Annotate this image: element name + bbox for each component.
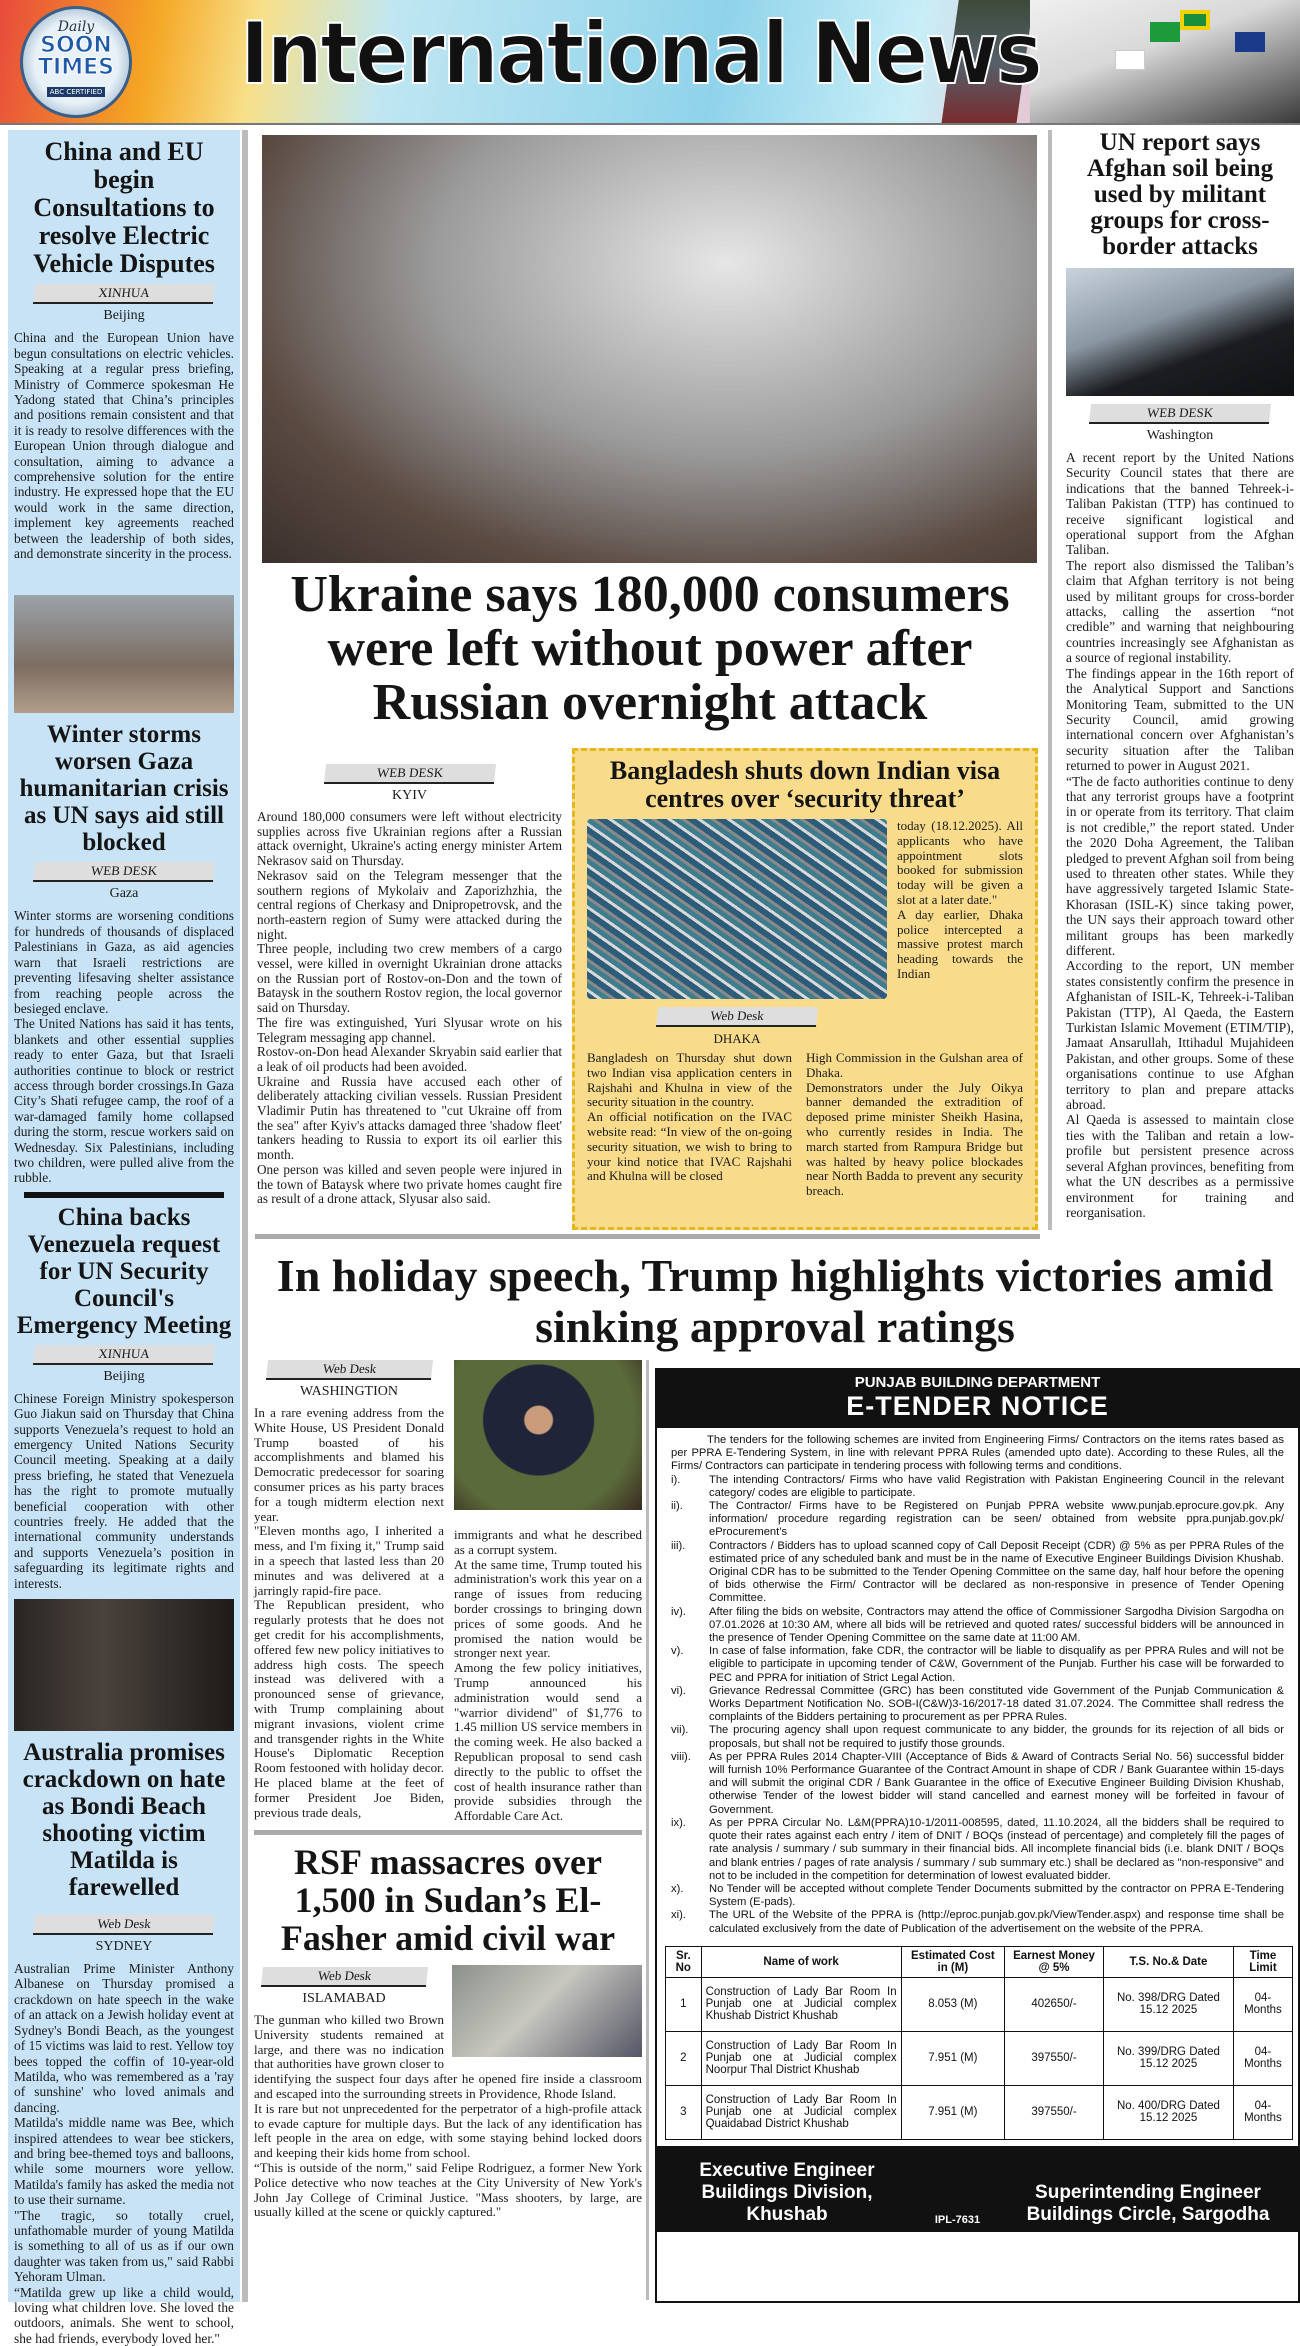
- logo-soon: SOON: [40, 33, 112, 58]
- condition-text: The procuring agency shall upon request communicate to any bidder, the grounds for its rejection of all bids or proposals, but shall not be required to justify those grounds.: [709, 1724, 1284, 1750]
- table-cell: 397550/-: [1005, 2085, 1104, 2139]
- table-cell: Construction of Lady Bar Room In Punjab one at Judicial complex Noorpur Thal District Khushab: [701, 2031, 901, 2085]
- tender-condition: [671, 1474, 1284, 1500]
- paragraph: Nekrasov said on the Telegram messenger that the southern regions of Mykolaiv and Zaporizhzhia, the central regions of Cherkasy and Dnipropetrovsk, and the north-eastern region of Sumy were attacked during the night.: [257, 867, 562, 942]
- paragraph: The fire was extinguished, Yuri Slyusar wrote on his Telegram messaging app channel.: [257, 1014, 562, 1045]
- paragraph: Chinese Foreign Ministry spokesperson Guo Jiakun said on Thursday that China supports Venezuela’s request to hold an emergency United Nations Security Council meeting. Speaking at a daily press briefing, he stated that Venezuela has the right to promote mutually beneficial cooperation with other countries freely. He added that the international community understands and supports Venezuela’s position in safeguarding its legitimate rights and interests.: [14, 1390, 234, 1591]
- flag-icon: [1235, 32, 1265, 52]
- column-header: T.S. No.& Date: [1103, 1946, 1233, 1977]
- table-row: [666, 1977, 1293, 2031]
- department: PUNJAB BUILDING DEPARTMENT: [854, 1374, 1101, 1391]
- tender-condition: [671, 1645, 1284, 1685]
- condition-text: The URL of the Website of the PPRA is (http://eproc.punjab.gov.pk/ViewTender.aspx) and response time shall be calculated exclusively from the date of Publication of the advertisement on the website of the PPRA.: [709, 1909, 1284, 1935]
- dateline: KYIV: [392, 788, 427, 803]
- dateline: DHAKA: [713, 1031, 761, 1046]
- paragraph: It is rare but not unprecedented for the perpetrator of a high-profile attack to evade capture for multiple days. But the lack of any identification has left people in the area on edge, with some staying behind locked doors and keeping their kids home from school.: [254, 2100, 642, 2161]
- masthead: [0, 0, 1300, 125]
- source-label: WEB DESK: [1089, 404, 1271, 424]
- article-trump: [254, 1360, 642, 1824]
- paragraph: Al Qaeda is assessed to maintain close ties with the Taliban and retain a low-profile but persistent presence across several Afghan provinces, benefiting from what the UN describes as a permissive environment for training and reorganisation.: [1066, 1112, 1294, 1220]
- column-header: Sr. No: [666, 1946, 702, 1977]
- photo-protest-crowd: [587, 819, 887, 999]
- column-header: Time Limit: [1233, 1946, 1292, 1977]
- table-cell: No. 399/DRG Dated 15.12 2025: [1103, 2031, 1233, 2085]
- article-gaza: [14, 721, 234, 1185]
- paragraph: Three people, including two crew members of a cargo vessel, were killed in overnight Ukrainian drone attacks on the Russian port of Rostov-on-Don and the town of Bataysk in the southern Rostov region, the local governor said on Thursday.: [257, 941, 562, 1016]
- paragraph: Among the few policy initiatives, Trump announced his administration would send a "warrior dividend" of $1,776 to 1.45 million US service members in the coming week. He also backed a Republican proposal to send cash directly to the public to offset the cost of health insurance rather than provide subsidies through the Affordable Care Act.: [454, 1660, 642, 1824]
- paragraph: Australian Prime Minister Anthony Albanese on Thursday promised a crackdown on hate speech in the wake of an attack on a Jewish holiday event at Sydney's Bondi Beach, as the youngest of 15 victims was laid to rest. Yellow toy bees topped the coffin of 10-year-old Matilda, who was remembered as a 'ray of sunshine' who loved animals and dancing.: [14, 1961, 234, 2115]
- paragraph: According to the report, UN member states consistently confirm the presence in Afghanistan of ISIL-K, Tehreek-i-Taliban Pakistan (TTP), Al Qaeda, the Eastern Turkistan Islamic Movement (ETIM/TIP), Jamaat Ansarullah, Ittihadul Mujahideen Pakistan, and other groups. Some of these organisations continue to use Afghan territory to plan and prepare attacks abroad.: [1066, 958, 1294, 1113]
- paragraph: Bangladesh on Thursday shut down two Indian visa application centers in Rajshahi and Khulna in view of the security situation in the country.: [587, 1050, 792, 1110]
- condition-number: iv).: [671, 1605, 686, 1618]
- ad-code: IPL-7631: [934, 2213, 981, 2226]
- column-divider: [1048, 130, 1052, 1230]
- headline: China backs Venezuela request for UN Security Council's Emergency Meeting: [16, 1203, 232, 1339]
- logo-times: TIMES: [38, 55, 114, 80]
- footer-superintending-engineer: Superintending Engineer Buildings Circle, Sargodha: [1026, 2181, 1270, 2225]
- lower-center-column: [254, 1360, 642, 2220]
- dateline: Gaza: [109, 886, 139, 902]
- article-bangladesh: [572, 748, 1038, 1230]
- paragraph: Winter storms are worsening conditions for hundreds of thousands of displaced Palestinians in Gaza, as aid agencies warn that Israeli restrictions are preventing lifesaving shelter assistance from reaching people across the besieged enclave.: [14, 908, 234, 1016]
- footer-executive-engineer: Executive Engineer Buildings Division, Khushab: [699, 2159, 875, 2225]
- table-cell: 2: [666, 2031, 702, 2085]
- paragraph: China and the European Union have begun consultations on electric vehicles. Speaking at a regular press briefing, Ministry of Commerce spokesman He Yadong stated that China’s principles and positions remain consistent and that it is ready to resolve differences with the European Union through dialogue and consultation, aiming to advance a comprehensive solution for the entire industry. He expressed hope that the EU would work in the same direction, implement key agreements reached between the leadership of both sides, and demonstrate sincerity in the process.: [14, 330, 234, 562]
- headline: RSF massacres over 1,500 in Sudan’s El-Fasher amid civil war: [280, 1841, 616, 1958]
- tender-condition: [671, 1500, 1284, 1540]
- headline: Winter storms worsen Gaza humanitarian crisis as UN says aid still blocked: [19, 721, 229, 857]
- photo-bondi-funeral: [14, 1599, 234, 1731]
- paragraph: The gunman who killed two Brown University students remained at large, and there was no indication that authorities have grown closer to identifying the suspect four days after he opened fire inside a classroom and escaped into the surrounding streets in Providence, Rhode Island.: [254, 2011, 642, 2101]
- tender-condition: [671, 1540, 1284, 1606]
- article-ukraine: [257, 758, 562, 1207]
- table-cell: 397550/-: [1005, 2031, 1104, 2085]
- article-china-eu: [14, 138, 234, 561]
- condition-text: Contractors / Bidders has to upload scanned copy of Call Deposit Receipt (CDR) @ 5% as per PPRA Rules of the estimated price of any scheduled bank and must be in the name of Executive Engineer Buildings Division Khushab. Original CDR has to be submitted to the Tender Opening Committee on the same day, half hour before the opening of bids otherwise the Firm/ Contractor will be declared as non-responsive in presence of Tender Opening Committee.: [709, 1539, 1284, 1605]
- tender-condition: [671, 1606, 1284, 1646]
- left-column: [8, 130, 240, 2346]
- condition-text: In case of false information, fake CDR, the contractor will be liable to disqualify as per PPRA Rules and will not be eligible to participate in upcoming tender of C&W, Government of the Punjab. Further his case will be forwarded to PEC and PPRA for initiation of Strict Legal Action.: [709, 1645, 1284, 1684]
- divider: [24, 1192, 224, 1198]
- divider: [255, 1234, 1040, 1239]
- source-label: WEB DESK: [33, 862, 215, 882]
- column-divider: [242, 130, 248, 2302]
- paragraph: The report also dismissed the Taliban’s claim that Afghan territory is not being used by militant groups for cross-border attacks, calling the assertion “not credible” and warning that neighbouring countries increasingly see Afghanistan as a source of regional instability.: [1066, 557, 1294, 666]
- condition-number: i).: [671, 1473, 681, 1486]
- table-cell: 7.951 (M): [901, 2031, 1004, 2085]
- column-header: Earnest Money @ 5%: [1005, 1946, 1104, 1977]
- photo-ukraine-building-fire: [262, 135, 1037, 563]
- paragraph: “Matilda grew up like a child would, loving what children love. She loved the outdoors, animals. She went to school, she had friends, everybody loved her.": [14, 2284, 234, 2346]
- table-cell: 402650/-: [1005, 1977, 1104, 2031]
- source-label: XINHUA: [33, 284, 215, 304]
- flags-crowd-photo: [1030, 0, 1300, 125]
- table-cell: 04-Months: [1233, 2085, 1292, 2139]
- source-label: Web Desk: [265, 1360, 432, 1380]
- table-cell: 1: [666, 1977, 702, 2031]
- paragraph: “The de facto authorities continue to deny that any terrorist groups have a footprint in or operate from its territory. That claim is not credible,” the report stated. Under the 2020 Doha Agreement, the Taliban pledged to prevent Afghan soil from being used to threaten other states. While they have aggressively targeted Islamic State-Khorasan (ISIL-K) since taking power, the UN says their approach toward other militant groups has been markedly different.: [1066, 773, 1294, 958]
- table-row: [666, 2085, 1293, 2139]
- headline: China and EU begin Consultations to resolve Electric Vehicle Disputes: [33, 137, 215, 279]
- table-cell: No. 400/DRG Dated 15.12 2025: [1103, 2085, 1233, 2139]
- article-china-venezuela: [14, 1204, 234, 1591]
- table-cell: 8.053 (M): [901, 1977, 1004, 2031]
- logo: [20, 6, 132, 118]
- source-label: Web Desk: [33, 1915, 215, 1935]
- table-cell: 7.951 (M): [901, 2085, 1004, 2139]
- column-header: Name of work: [701, 1946, 901, 1977]
- flag-icon: [1115, 50, 1145, 70]
- paragraph: In a rare evening address from the White House, US President Donald Trump boasted of his accomplishments and blamed his Democratic predecessor for soaring consumer prices as his party braces for a tough midterm election next year.: [254, 1405, 444, 1524]
- tender-condition: [671, 1685, 1284, 1725]
- flag-icon: [1150, 22, 1180, 42]
- source-label: WEB DESK: [323, 764, 495, 784]
- paragraph: immigrants and what he described as a corrupt system.: [454, 1527, 642, 1557]
- notice-title: E-TENDER NOTICE: [846, 1391, 1109, 1421]
- condition-number: iii).: [671, 1539, 686, 1552]
- headline-trump: In holiday speech, Trump highlights victories amid sinking approval ratings: [276, 1250, 1274, 1352]
- paragraph: today (18.12.2025). All applicants who have appointment slots booked for submission today will be given a slot at a later date.": [897, 818, 1023, 907]
- paragraph: One person was killed and seven people were injured in the town of Bataysk where two private homes caught fire as result of a drone attack, Slyusar also said.: [257, 1161, 562, 1207]
- dateline: ISLAMABAD: [302, 1990, 386, 2006]
- photo-gaza-tents: [14, 595, 234, 713]
- table-cell: Construction of Lady Bar Room In Punjab one at Judicial complex Quaidabad District Khushab: [701, 2085, 901, 2139]
- paragraph: "The tragic, so totally cruel, unfathomable murder of young Matilda is something to all of us as if our own daughter was taken from us," said Rabbi Yehoram Ulman.: [14, 2207, 234, 2285]
- paragraph: Rostov-on-Don head Alexander Skryabin said earlier that a leak of oil products had been avoided.: [257, 1044, 562, 1074]
- condition-number: xi).: [671, 1909, 686, 1922]
- condition-number: vi).: [671, 1684, 686, 1697]
- column-header: Estimated Cost in (M): [901, 1946, 1004, 1977]
- source-label: Web Desk: [656, 1007, 818, 1027]
- tender-condition: [671, 1751, 1284, 1817]
- condition-text: No Tender will be accepted without complete Tender Documents submitted by the contractor on PPRA E-Tendering System (E-pads).: [709, 1882, 1284, 1909]
- condition-text: The Contractor/ Firms have to be Registered on Punjab PPRA website www.punjab.eprocure.gov.pk. Any information/ procedure regarding registration can be seen/ obtained from website ppra.punjab.gov.pk/ eProcurement’s: [709, 1500, 1284, 1539]
- article-rsf: [254, 1843, 642, 2220]
- works-table: [665, 1946, 1293, 2140]
- paragraph: An official notification on the IVAC website read: “In view of the on-going security situation, we wish to bring to your kind notice that IVAC Rajshahi and Khulna will be closed: [587, 1109, 792, 1184]
- article-afghan: [1062, 130, 1298, 1230]
- photo-militant-silhouette: [1066, 268, 1294, 396]
- dateline: Beijing: [103, 1368, 145, 1384]
- table-cell: 04-Months: [1233, 1977, 1292, 2031]
- table-cell: No. 398/DRG Dated 15.12 2025: [1103, 1977, 1233, 2031]
- paragraph: Ukraine and Russia have accused each other of deliberately attacking civilian vessels. Russian President Vladimir Putin has threatened to "cut Ukraine off from the sea" after Kyiv's attacks damaged three 'shadow fleet' tankers heading to Russia to export its oil earlier this month.: [257, 1073, 562, 1163]
- table-cell: 3: [666, 2085, 702, 2139]
- condition-text: As per PPRA Circular No. L&M(PPRA)10-1/2011-008595, dated, 11.10.2024, all the bidders shall be required to quote their rates against each entry / item of DNIT / BOQs (instead of percentage) and completely fill the pages of rate analysis / summary / sub summary in their financial bids. All incomplete financial bids (i.e. blank DNIT / BOQs and blank entries / pages of rate analysis / summary / sub summary etc.) shall be declared as "non-responsive" and not to be included in the competition for determination of lowest evaluated bidder.: [709, 1816, 1284, 1882]
- paragraph: "Eleven months ago, I inherited a mess, and I'm fixing it," Trump said in a speech that lasted less than 20 minutes and was delivered at a jarringly rapid-fire pace.: [254, 1523, 444, 1598]
- intro: The tenders for the following schemes are invited from Engineering Firms/ Contractors on the items rates based as per PPRA E-Tendering System, in line with relevant PPRA Rules (amended upto date). According to these Rules, all the Firms/ Contractors can participate in tendering process with following terms and conditions.: [671, 1434, 1284, 1473]
- source-label: Web Desk: [261, 1967, 428, 1987]
- paragraph: The Republican president, who regularly protests that he does not get credit for his accomplishments, offered few new policy initiatives to address high costs. The speech instead was delivered with a pronounced sense of grievance, with Trump complaining about migrant invasions, violent crime and transgender rights in the White House's Diplomatic Reception Room festooned with holiday decor. He placed blame at the feet of former President Joe Biden, previous trade deals,: [254, 1597, 444, 1820]
- tender-condition: [671, 1724, 1284, 1750]
- tender-condition: [671, 1883, 1284, 1909]
- paragraph: The United Nations has said it has tents, blankets and other essential supplies ready to enter Gaza, but that Israeli authorities continue to block or restrict access through border crossings.In Gaza City’s Shati refugee camp, the roof of a war-damaged family home collapsed during the storm, rescue workers said on Wednesday. Six Palestinians, including two children, were pulled alive from the rubble.: [14, 1016, 234, 1186]
- dateline: WASHINGTION: [300, 1384, 398, 1399]
- dateline: SYDNEY: [95, 1939, 153, 1955]
- condition-text: As per PPRA Rules 2014 Chapter-VIII (Acceptance of Bids & Award of Contracts Serial No. 56) successful bidder will furnish 10% Performance Guarantee of the Contract Amount in shape of CDR / Bank Guarantee within 15-days and will submit the original CDR / Bank Guarantee in the office of Executive Engineer Building Division Khushab, otherwise Tender of the lowest bidder will stand cancelled and earnest money will be forfeited in favour of Government.: [709, 1750, 1284, 1816]
- paragraph: A day earlier, Dhaka police intercepted a massive protest march heading towards the Indian: [897, 906, 1023, 981]
- tender-condition: [671, 1817, 1284, 1883]
- dateline: Washington: [1146, 428, 1214, 443]
- condition-number: viii).: [671, 1750, 691, 1763]
- article-australia: [14, 1739, 234, 2346]
- headline: Bangladesh shuts down Indian visa centres over ‘security threat’: [609, 756, 1001, 813]
- paragraph: “This is outside of the norm," said Felipe Rodriguez, a former New York Police detective who now teaches at the City University of New York's John Jay College of Criminal Justice. "Mass shooters, by large, are usually killed at the scene or quickly captured.": [254, 2159, 642, 2220]
- paragraph: Matilda's middle name was Bee, which inspired attendees to wear bee stickers, and bring bee-themed toys and balloons, while some mourners wore yellow. Matilda's family has asked the media not to use their surname.: [14, 2115, 234, 2208]
- headline: UN report says Afghan soil being used by militant groups for cross-border attacks: [1086, 129, 1274, 260]
- condition-number: v).: [671, 1645, 684, 1658]
- headline: Australia promises crackdown on hate as Bondi Beach shooting victim Matilda is farewelled: [22, 1739, 226, 1902]
- dateline: Beijing: [103, 308, 145, 324]
- condition-number: ii).: [671, 1500, 683, 1513]
- headline-ukraine: Ukraine says 180,000 consumers were left without power after Russian overnight attack: [290, 566, 1010, 731]
- condition-text: After filing the bids on website, Contractors may attend the office of Commissioner Sargodha Division Sargodha on 07.01.2026 at 10:30 AM, where all bids will be retrieved and quoted rates/ successful bidders will be announced in the presence of Tender Opening Committee on the same date at 11:00 AM.: [709, 1605, 1284, 1645]
- tender-condition: [671, 1909, 1284, 1935]
- photo-cctv-suspect: [452, 1965, 642, 2057]
- table-cell: 04-Months: [1233, 2031, 1292, 2085]
- paragraph: Demonstrators under the July Oikya banner demanded the extradition of deposed prime minister Sheikh Hasina, who currently resides in India. The march started from Rampura Bridge but was halted by heavy police blockades near North Badda to prevent any security breach.: [806, 1079, 1023, 1199]
- divider: [254, 1830, 642, 1835]
- photo-trump-podium: [454, 1360, 642, 1510]
- condition-text: The intending Contractors/ Firms who have valid Registration with Pakistan Engineering Council in the relevant category/ codes are eligible to participate.: [709, 1473, 1284, 1499]
- paragraph: At the same time, Trump touted his administration's work this year on a range of issues from reducing border crossings to bringing down prices of some goods. And he promised the nation would be stronger next year.: [454, 1556, 642, 1661]
- logo-daily: Daily: [57, 19, 95, 35]
- source-label: XINHUA: [33, 1345, 215, 1365]
- paragraph: High Commission in the Gulshan area of Dhaka.: [806, 1050, 1023, 1080]
- tender-notice-ad: [655, 1368, 1300, 2303]
- logo-badge: ABC CERTIFIED: [47, 87, 106, 97]
- masthead-title: International News: [240, 4, 1041, 104]
- condition-number: ix).: [671, 1816, 686, 1829]
- paragraph: The findings appear in the 16th report of the Analytical Support and Sanctions Monitoring Team, submitted to the UN Security Council, amid growing international concern over Afghanistan’s security situation after the Taliban returned to power in August 2021.: [1066, 665, 1294, 774]
- flag-icon: [1180, 10, 1210, 30]
- condition-text: Grievance Redressal Committee (GRC) has been constituted vide Government of the Punjab Communication & Works Department Notification No. SOB-I(C&W)3-16/2017-18 dated 31.07.2024. The Committee shall redress the complaints of the Bidders pertaining to procurement as per PPRA Rules.: [709, 1684, 1284, 1724]
- table-cell: Construction of Lady Bar Room In Punjab one at Judicial complex Khushab District Khushab: [701, 1977, 901, 2031]
- condition-number: vii).: [671, 1724, 689, 1737]
- condition-number: x).: [671, 1882, 684, 1895]
- column-divider: [646, 1360, 649, 2300]
- paragraph: A recent report by the United Nations Security Council states that there are indications that the banned Tehreek-i-Taliban Pakistan (TTP) has continued to receive significant logistical and operational support from the Afghan Taliban.: [1066, 450, 1294, 558]
- table-row: [666, 2031, 1293, 2085]
- paragraph: Around 180,000 consumers were left without electricity supplies across five Ukrainian regions after a Russian attack overnight, Ukraine's acting energy minister Artem Nekrasov said on Thursday.: [257, 809, 562, 869]
